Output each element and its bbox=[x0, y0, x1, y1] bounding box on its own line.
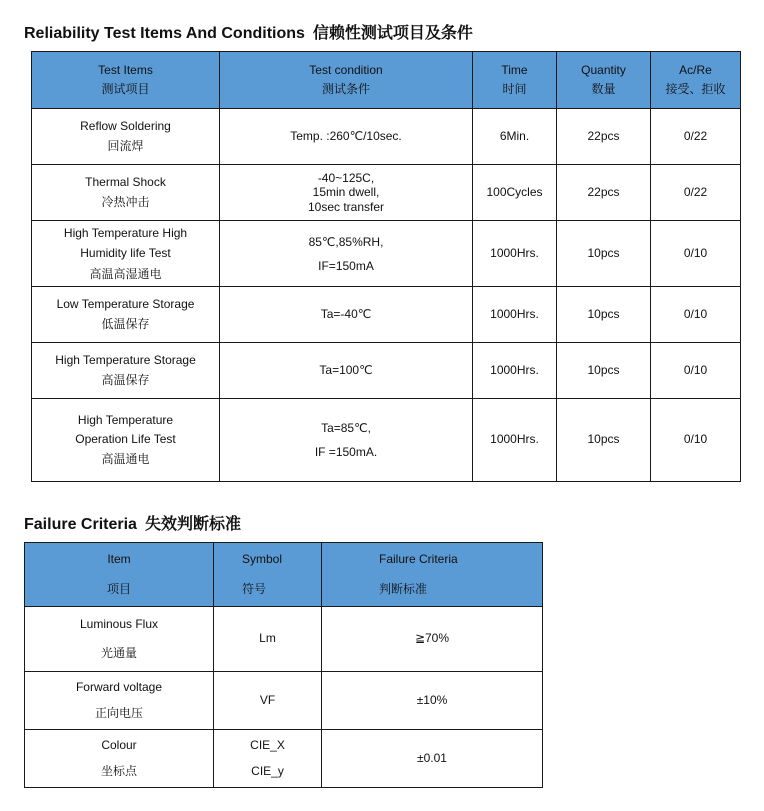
time-cell: 1000Hrs. bbox=[473, 343, 557, 399]
table-row bbox=[25, 672, 543, 730]
table-row bbox=[25, 607, 543, 672]
failure-title-cn: 失效判断标准 bbox=[144, 514, 241, 533]
quantity-cell: 22pcs bbox=[557, 165, 651, 221]
time-cell: 1000Hrs. bbox=[473, 287, 557, 343]
test-item-cell: High Temperature High Humidity life Test 高温高湿通电 bbox=[32, 221, 220, 287]
criteria-value-cell: ±0.01 bbox=[322, 730, 543, 788]
ac-re-cell: 0/10 bbox=[651, 287, 741, 343]
header-ac-re: Ac/Re 接受、拒收 bbox=[651, 52, 741, 109]
time-cell: 100Cycles bbox=[473, 165, 557, 221]
header-quantity: Quantity 数量 bbox=[557, 52, 651, 109]
quantity-cell: 10pcs bbox=[557, 287, 651, 343]
failure-criteria-table bbox=[24, 542, 543, 788]
reliability-header-row bbox=[32, 52, 741, 109]
failure-title-en: Failure Criteria bbox=[24, 516, 137, 533]
reliability-section-title bbox=[24, 20, 473, 43]
table-row bbox=[32, 109, 741, 165]
quantity-cell: 22pcs bbox=[557, 109, 651, 165]
test-item-cell: Low Temperature Storage 低温保存 bbox=[32, 287, 220, 343]
header-failure-criteria: Failure Criteria 判断标准 bbox=[322, 543, 543, 607]
table-row bbox=[25, 730, 543, 788]
table-row bbox=[32, 287, 741, 343]
reliability-title-en: Reliability Test Items And Conditions bbox=[24, 25, 305, 42]
test-item-cell: Reflow Soldering 回流焊 bbox=[32, 109, 220, 165]
ac-re-cell: 0/10 bbox=[651, 399, 741, 482]
reliability-test-table bbox=[31, 51, 741, 482]
test-item-cell: Thermal Shock 冷热冲击 bbox=[32, 165, 220, 221]
quantity-cell: 10pcs bbox=[557, 343, 651, 399]
header-symbol: Symbol 符号 bbox=[214, 543, 322, 607]
ac-re-cell: 0/22 bbox=[651, 165, 741, 221]
time-cell: 1000Hrs. bbox=[473, 399, 557, 482]
reliability-title-cn: 信赖性测试项目及条件 bbox=[312, 23, 473, 42]
symbol-cell: CIE_X CIE_y bbox=[214, 730, 322, 788]
criteria-item-cell: Luminous Flux 光通量 bbox=[25, 607, 214, 672]
header-test-condition: Test condition 测试条件 bbox=[220, 52, 473, 109]
table-row bbox=[32, 221, 741, 287]
criteria-value-cell: ≧70% bbox=[322, 607, 543, 672]
test-condition-cell: Temp. :260℃/10sec. bbox=[220, 109, 473, 165]
ac-re-cell: 0/22 bbox=[651, 109, 741, 165]
symbol-cell: Lm bbox=[214, 607, 322, 672]
header-item: Item 项目 bbox=[25, 543, 214, 607]
test-condition-cell: -40~125C, 15min dwell, 10sec transfer bbox=[220, 165, 473, 221]
criteria-item-cell: Forward voltage 正向电压 bbox=[25, 672, 214, 730]
quantity-cell: 10pcs bbox=[557, 221, 651, 287]
criteria-value-cell: ±10% bbox=[322, 672, 543, 730]
test-item-cell: High Temperature Operation Life Test 高温通电 bbox=[32, 399, 220, 482]
test-condition-cell: Ta=100℃ bbox=[220, 343, 473, 399]
test-item-cell: High Temperature Storage 高温保存 bbox=[32, 343, 220, 399]
table-row bbox=[32, 343, 741, 399]
time-cell: 1000Hrs. bbox=[473, 221, 557, 287]
ac-re-cell: 0/10 bbox=[651, 221, 741, 287]
quantity-cell: 10pcs bbox=[557, 399, 651, 482]
test-condition-cell: Ta=85℃, IF =150mA. bbox=[220, 399, 473, 482]
test-condition-cell: Ta=-40℃ bbox=[220, 287, 473, 343]
test-condition-cell: 85℃,85%RH, IF=150mA bbox=[220, 221, 473, 287]
table-row bbox=[32, 165, 741, 221]
header-time: Time 时间 bbox=[473, 52, 557, 109]
failure-criteria-section-title bbox=[24, 511, 241, 534]
header-test-items: Test Items 测试项目 bbox=[32, 52, 220, 109]
ac-re-cell: 0/10 bbox=[651, 343, 741, 399]
table-row bbox=[32, 399, 741, 482]
symbol-cell: VF bbox=[214, 672, 322, 730]
failure-header-row bbox=[25, 543, 543, 607]
criteria-item-cell: Colour 坐标点 bbox=[25, 730, 214, 788]
time-cell: 6Min. bbox=[473, 109, 557, 165]
